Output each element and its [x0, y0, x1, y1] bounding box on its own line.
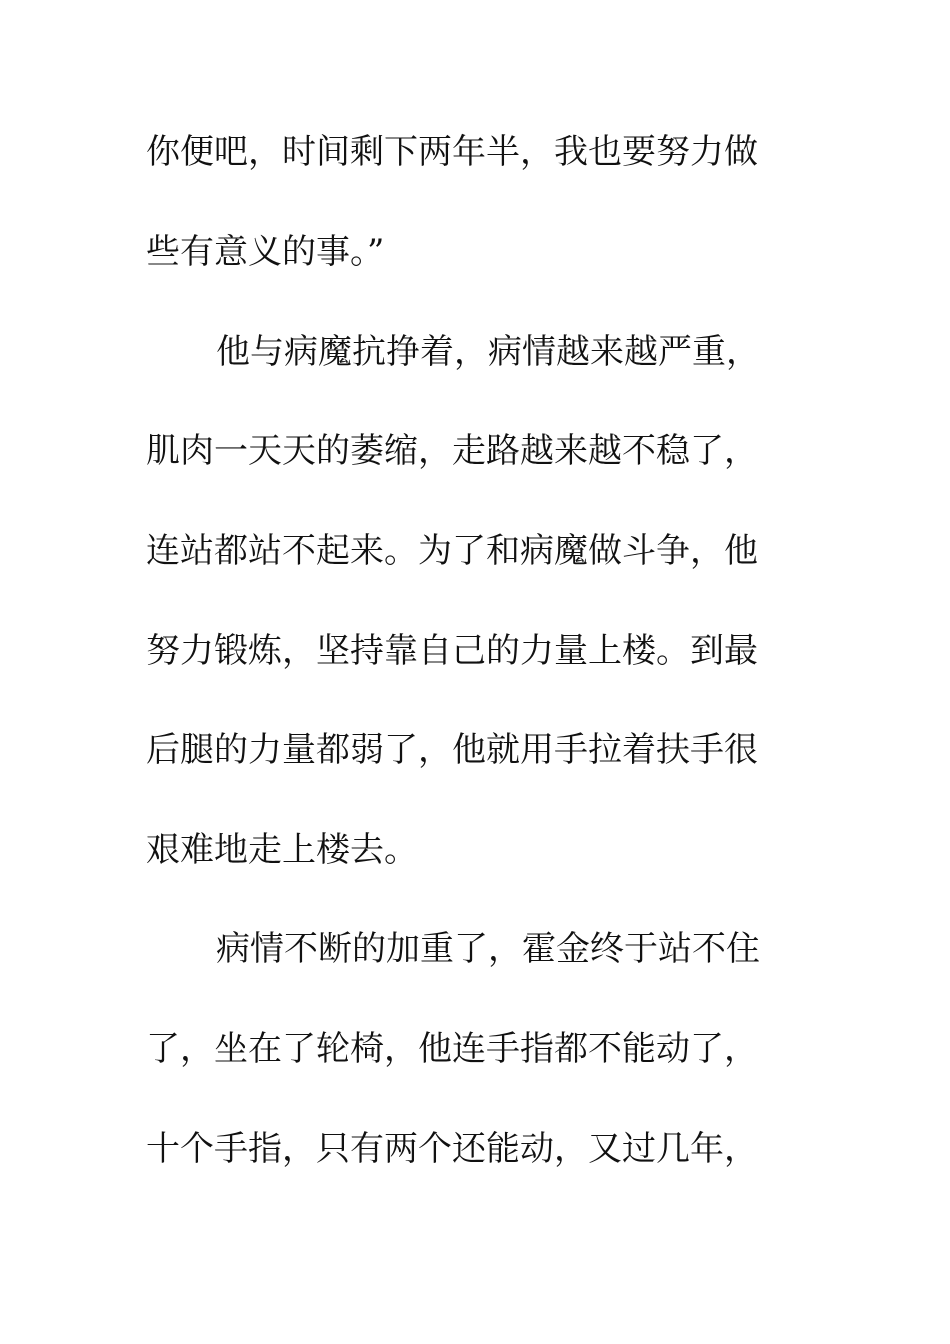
paragraph-first-line: 他与病魔抗挣着，病情越来越严重，	[216, 332, 760, 372]
text-line: 你便吧，时间剩下两年半，我也要努力做	[146, 132, 758, 172]
text-line: 肌肉一天天的萎缩，走路越来越不稳了，	[146, 431, 758, 471]
text-line: 后腿的力量都弱了，他就用手拉着扶手很	[146, 730, 758, 770]
text-line: 十个手指，只有两个还能动，又过几年，	[146, 1129, 758, 1169]
text-line: 些有意义的事。”	[146, 232, 385, 272]
text-line: 连站都站不起来。为了和病魔做斗争，他	[146, 531, 758, 571]
paragraph-first-line: 病情不断的加重了，霍金终于站不住	[216, 929, 760, 969]
text-line: 了，坐在了轮椅，他连手指都不能动了，	[146, 1029, 758, 1069]
text-line: 努力锻炼，坚持靠自己的力量上楼。到最	[146, 631, 758, 671]
text-line: 艰难地走上楼去。	[146, 830, 418, 870]
